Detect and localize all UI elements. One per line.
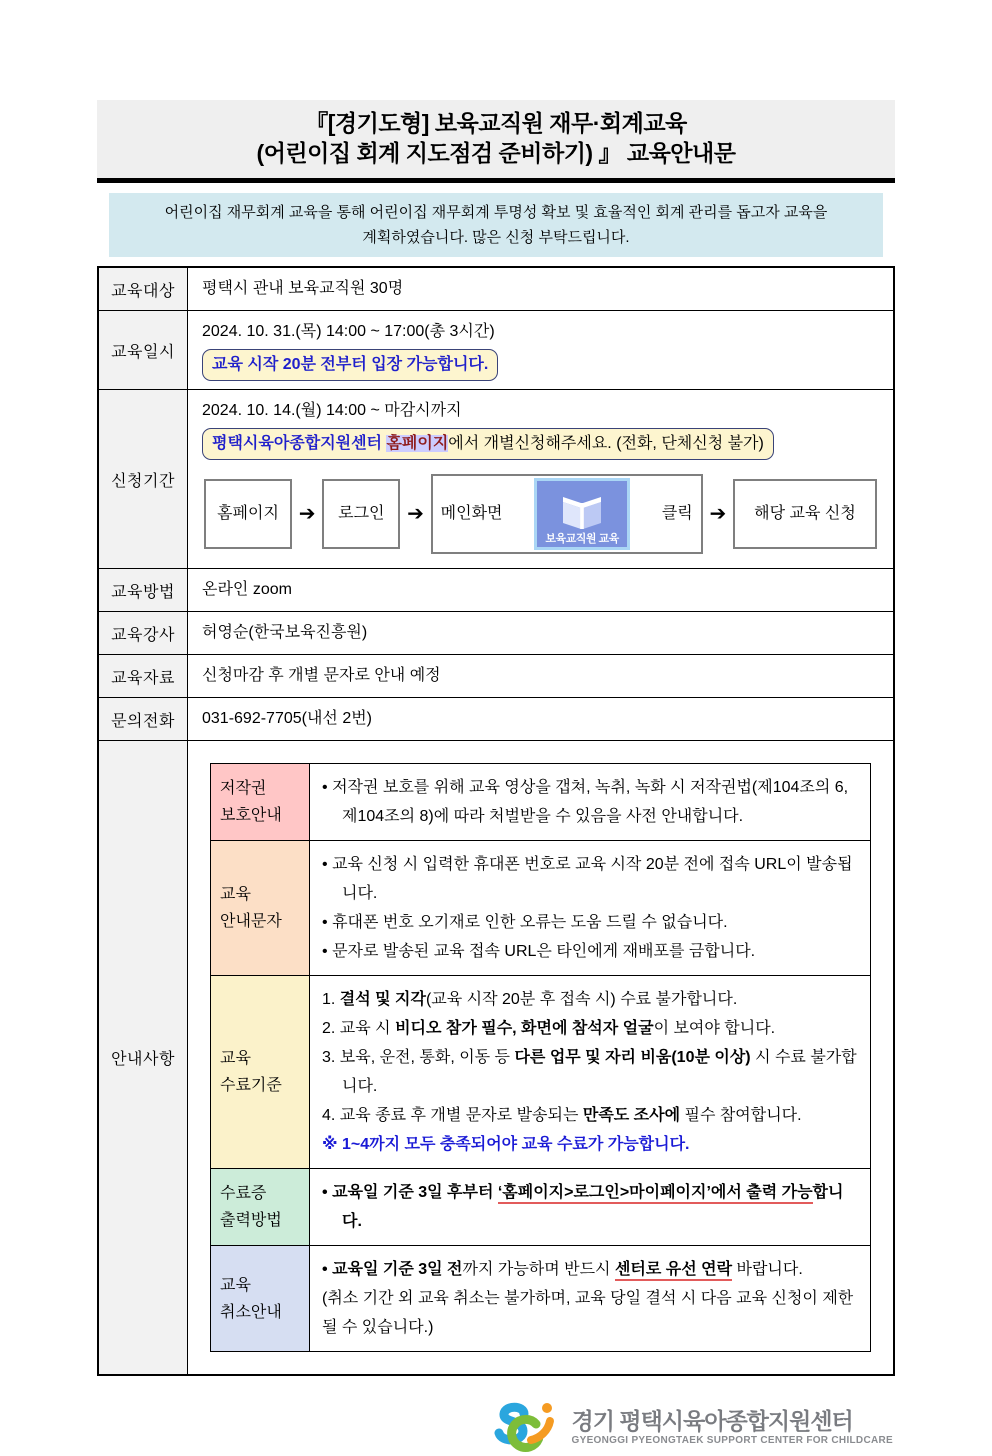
flow-step-main-screen xyxy=(431,474,703,554)
certificate-label: 수료증 출력방법 xyxy=(211,1169,310,1245)
center-logo-icon xyxy=(490,1398,564,1456)
completion-label: 교육 수료기준 xyxy=(211,976,310,1168)
row-materials xyxy=(99,655,893,698)
open-book-icon xyxy=(559,493,605,531)
footer-center-name-en: GYEONGGI PYEONGTAEK SUPPORT CENTER FOR CHILDCARE xyxy=(571,1434,893,1446)
completion-note: ※ 1~4까지 모두 충족되어야 교육 수료가 가능합니다. xyxy=(322,1136,690,1153)
document-page xyxy=(97,0,895,1456)
intro-notice-line-1: 어린이집 재무회계 교육을 통해 어린이집 재무회계 투명성 확보 및 효율적인 회계 관리를 돕고자 교육을 xyxy=(164,204,828,221)
phone-value: 031-692-7705(내선 2번) xyxy=(202,710,373,727)
certificate-text: • 교육일 기준 3일 후부터 ‘홈페이지>로그인>마이페이지’에서 출력 가능합니다. xyxy=(322,1184,844,1230)
row-apply-period xyxy=(99,390,893,569)
subrow-completion xyxy=(211,976,870,1169)
row-guidance xyxy=(99,741,893,1374)
cancel-label: 교육 취소안내 xyxy=(211,1246,310,1351)
datetime-highlight: 교육 시작 20분 전부터 입장 가능합니다. xyxy=(202,349,498,381)
banner-label: 보육교직원 교육 xyxy=(545,533,619,545)
apply-value: 2024. 10. 14.(월) 14:00 ~ 마감시까지 xyxy=(202,402,462,419)
row-method xyxy=(99,569,893,612)
subrow-certificate xyxy=(211,1169,870,1246)
subrow-copyright xyxy=(211,764,870,841)
subrow-sms xyxy=(211,841,870,976)
cancel-line-1: • 교육일 기준 3일 전까지 가능하며 반드시 센터로 유선 연락 바랍니다. xyxy=(322,1255,858,1284)
materials-value: 신청마감 후 개별 문자로 안내 예정 xyxy=(202,667,441,684)
row-phone xyxy=(99,698,893,741)
childcare-education-banner xyxy=(534,478,630,550)
education-info-table xyxy=(97,266,895,1376)
footer xyxy=(97,1398,895,1456)
datetime-value: 2024. 10. 31.(목) 14:00 ~ 17:00(총 3시간) xyxy=(202,323,495,340)
guidance-label: 안내사항 xyxy=(99,741,188,1374)
completion-item: 4. 교육 종료 후 개별 문자로 발송되는 만족도 조사에 필수 참여합니다. xyxy=(322,1107,802,1124)
title-line-2: (어린이집 회계 지도점검 준비하기) 』 교육안내문 xyxy=(256,140,736,166)
target-label: 교육대상 xyxy=(99,268,188,310)
materials-label: 교육자료 xyxy=(99,655,188,697)
footer-center-name: 경기 평택시육아종합지원센터 xyxy=(571,1407,853,1434)
row-target xyxy=(99,268,893,311)
completion-item: 2. 교육 시 비디오 참가 필수, 화면에 참석자 얼굴이 보여야 합니다. xyxy=(322,1020,776,1037)
phone-label: 문의전화 xyxy=(99,698,188,740)
copyright-label: 저작권 보호안내 xyxy=(211,764,310,840)
intro-notice xyxy=(109,193,883,257)
title-line-1: 『[경기도형] 보육교직원 재무·회계교육 xyxy=(305,110,687,136)
target-value: 평택시 관내 보육교직원 30명 xyxy=(202,280,404,297)
apply-highlight xyxy=(202,428,774,460)
flow-click-label: 클릭 xyxy=(661,505,693,522)
flow-step-login: 로그인 xyxy=(322,479,400,549)
title-block xyxy=(97,100,895,183)
arrow-right-icon: ➔ xyxy=(407,503,424,525)
intro-notice-line-2: 계획하였습니다. 많은 신청 부탁드립니다. xyxy=(362,229,630,246)
method-value: 온라인 zoom xyxy=(202,581,292,598)
instructor-label: 교육강사 xyxy=(99,612,188,654)
sms-item: • 휴대폰 번호 오기재로 인한 오류는 도움 드릴 수 없습니다. xyxy=(322,914,728,931)
sms-item: • 교육 신청 시 입력한 휴대폰 번호로 교육 시작 20분 전에 접속 URL이 발송됩니다. xyxy=(322,856,853,902)
row-datetime xyxy=(99,311,893,390)
flow-step-homepage: 홈페이지 xyxy=(204,479,292,549)
cancel-line-2: (취소 기간 외 교육 취소는 불가하며, 교육 당일 결석 시 다음 교육 신청이 제한될 수 있습니다.) xyxy=(322,1290,854,1336)
arrow-right-icon: ➔ xyxy=(298,503,316,525)
datetime-label: 교육일시 xyxy=(99,311,188,389)
method-label: 교육방법 xyxy=(99,569,188,611)
flow-step-apply: 해당 교육 신청 xyxy=(733,479,877,549)
copyright-text: • 저작권 보호를 위해 교육 영상을 갭쳐, 녹취, 녹화 시 저작권법(제104조의 6, 제104조의 8)에 따라 처벌받을 수 있음을 사전 안내합니다. xyxy=(322,779,849,825)
instructor-value: 허영순(한국보육진흥원) xyxy=(202,624,368,641)
completion-item: 3. 보육, 운전, 통화, 이동 등 다른 업무 및 자리 비움(10분 이상) 시 수료 불가합니다. xyxy=(322,1049,857,1095)
guidance-sub-table xyxy=(210,763,871,1352)
arrow-right-icon: ➔ xyxy=(709,503,727,525)
subrow-cancel xyxy=(211,1246,870,1351)
sms-label: 교육 안내문자 xyxy=(211,841,310,975)
sms-item: • 문자로 발송된 교육 접속 URL은 타인에게 재배포를 금합니다. xyxy=(322,943,756,960)
apply-highlight-rest: 에서 개별신청해주세요. (전화, 단체신청 불가) xyxy=(448,435,764,452)
apply-label: 신청기간 xyxy=(99,390,188,568)
flow-main-screen-label: 메인화면 xyxy=(440,505,503,522)
row-instructor xyxy=(99,612,893,655)
apply-highlight-center: 평택시육아종합지원센터 xyxy=(212,435,387,452)
apply-highlight-homepage: 홈페이지 xyxy=(386,435,449,452)
apply-flow-diagram xyxy=(204,474,877,554)
completion-item: 1. 결석 및 지각(교육 시작 20분 후 접속 시) 수료 불가합니다. xyxy=(322,991,738,1008)
